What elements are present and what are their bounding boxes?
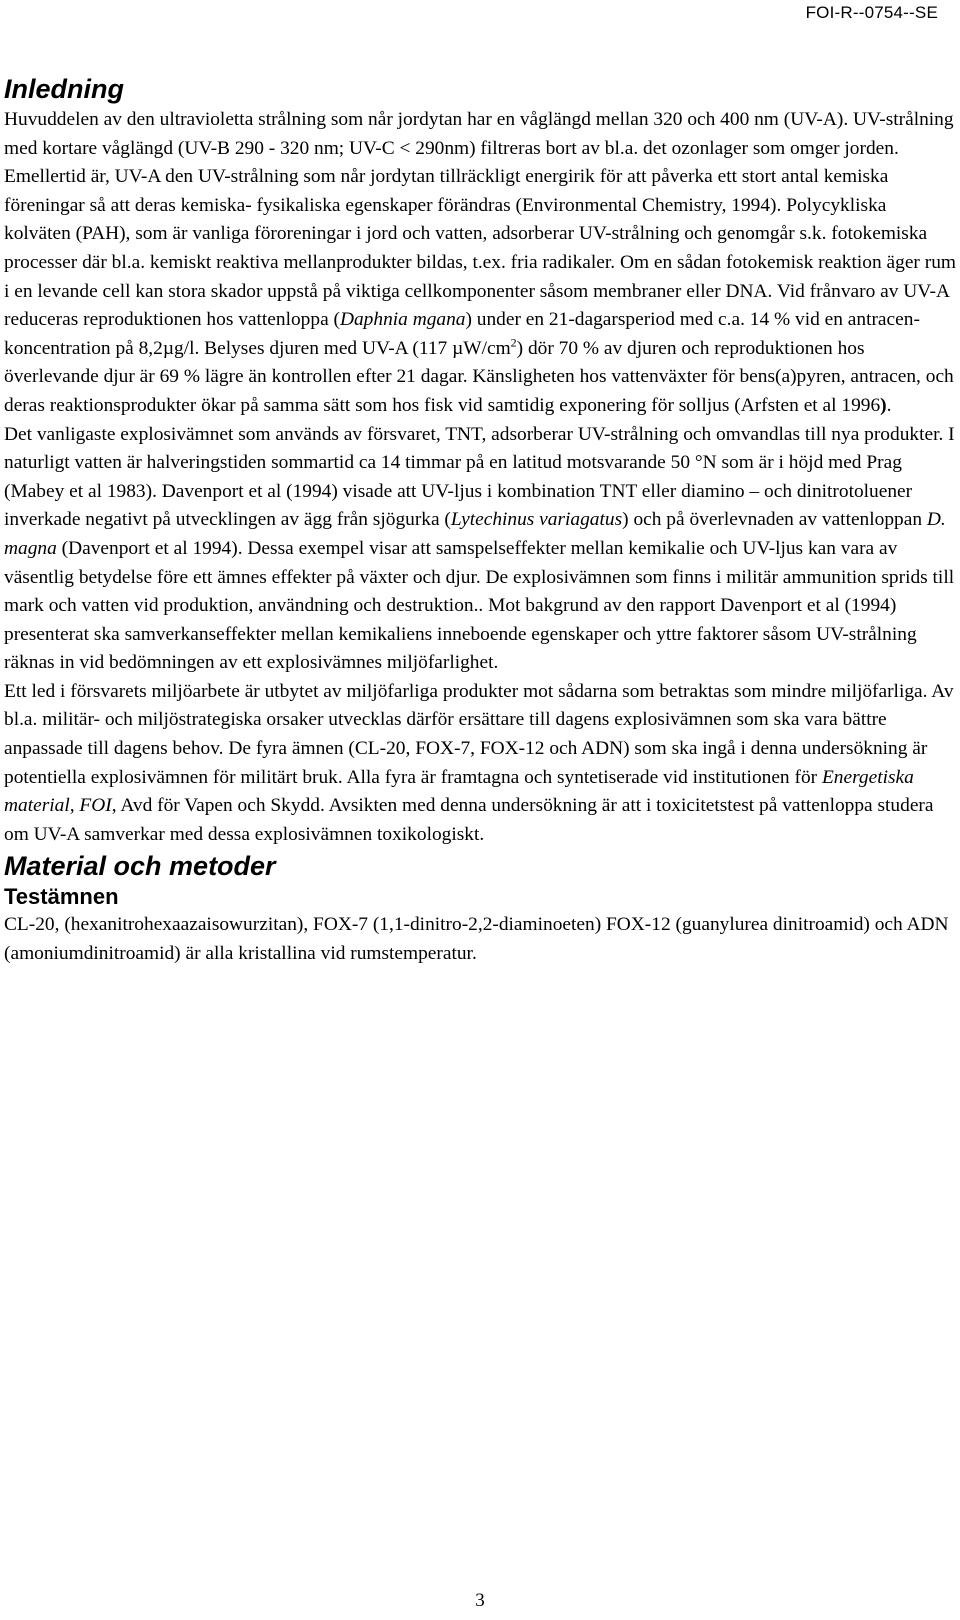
paragraph-text: ) dör 70 % av djuren och reproduktionen hos överlevande djur är 69 % lägre än kontrollen efter 21 dagar. Känsligheten hos vattenväxter för bens(a)pyren, antracen, och deras reaktionsprodukter ökar på samma sätt som hos fisk vid samtidig exponering för solljus (Arfsten et al 1996 <box>4 337 954 416</box>
paragraph-text: Huvuddelen av den ultravioletta strålning som når jordytan har en våglängd mellan 320 och 400 nm (UV-A). UV-strålning med kortare våglängd (UV-B 290 - 320 nm; UV-C < 290nm) filtreras bort av bl.a. det ozonlager som omger jorden. Emellertid är, UV-A den UV-strålning som når jordytan tillräckligt energirik för att påverka ett stort antal kemiska föreningar så att deras kemiska- fysikaliska egenskaper förändras (Environmental Chemistry, 1994). Polycykliska kolväten (PAH), som är vanliga föroreningar i jord och vatten, adsorberar UV-strålning och genomgår s.k. fotokemiska processer där bl.a. kemiskt reaktiva mellanprodukter bildas, t.ex. fria radikaler. Om en sådan fotokemisk reaktion äger rum i en levande cell kan stora skador uppstå på viktiga cellkomponenter såsom membraner eller DNA. Vid frånvaro av UV-A reduceras reproduktionen hos vattenloppa ( <box>4 109 956 331</box>
paragraph-test-substances: CL-20, (hexanitrohexaazaisowurzitan), FOX-7 (1,1-dinitro-2,2-diaminoeten) FOX-12 (guanylurea dinitroamid) och ADN (amoniumdinitroamid) är alla kristallina vid rumstemperatur. <box>4 914 949 965</box>
superscript: 2 <box>510 335 517 350</box>
section-heading-material-och-metoder: Material och metoder <box>4 851 276 882</box>
species-name: Daphnia mgana <box>339 309 466 331</box>
paragraph-environment-work <box>4 678 956 850</box>
page-content <box>4 72 956 969</box>
species-name: D. magna <box>4 509 946 559</box>
paragraph-text: . <box>886 394 892 416</box>
section-heading-inledning: Inledning <box>4 74 124 104</box>
paragraph-tnt <box>4 421 956 678</box>
bold-parenthesis: ) <box>880 394 887 416</box>
paragraph-text: ) under en 21-dagarsperiod med c.a. 14 % vid en antracen-koncentration på 8,2µg/l. Belyses djuren med UV-A (117 µW/cm <box>4 309 920 359</box>
paragraph-text: (Davenport et al 1994). Dessa exempel visar att samspelseffekter mellan kemikalie och UV-ljus kan vara av väsentlig betydelse före ett ämnes effekter på växter och djur. De explosivämnen som finns i militär ammunition sprids till mark och vatten vid produktion, användning och destruktion.. Mot bakgrund av den rapport Davenport et al (1994) presenterat ska samverkanseffekter mellan kemikaliens inneboende egenskaper och yttre faktorer såsom UV-strålning räknas in vid bedömningen av ett explosivämnes miljöfarlighet. <box>4 537 955 674</box>
paragraph-text: Ett led i försvarets miljöarbete är utbytet av miljöfarliga produkter mot sådarna som betraktas som mindre miljöfarliga. Av bl.a. militär- och miljöstrategiska orsaker utvecklas därför ersättare till dagens explosivämnen som ska vara bättre anpassade till dagens behov. De fyra ämnen (CL-20, FOX-7, FOX-12 och ADN) som ska ingå i denna undersökning är potentiella explosivämnen för militärt bruk. Alla fyra är framtagna och syntetiserade vid institutionen för <box>4 680 954 788</box>
page-number: 3 <box>475 1590 485 1611</box>
institution-name: Energetiska material, FOI <box>4 766 914 817</box>
paragraph-text: Det vanligaste explosivämnet som används av försvaret, TNT, adsorberar UV-strålning och omvandlas till nya produkter. I naturligt vatten är halveringstiden sommartid ca 14 timmar på en latitud motsvarande 50 °N som är i höjd med Prag (Mabey et al 1983). Davenport et al (1994) visade att UV-ljus i kombination TNT eller diamino – och dinitrotoluener inverkade negativt på utvecklingen av ägg från sjögurka ( <box>4 423 955 531</box>
paragraph-uv-radiation <box>4 106 956 421</box>
paragraph-text: ) och på överlevnaden av vattenloppan <box>622 509 927 531</box>
report-number-header: FOI-R--0754--SE <box>805 3 938 22</box>
species-name: Lytechinus variagatus <box>450 509 623 531</box>
paragraph-text: , Avd för Vapen och Skydd. Avsikten med denna undersökning är att i toxicitetstest på vattenloppa studera om UV-A samverkar med dessa explosivämnen toxikologiskt. <box>4 795 934 845</box>
subheading-testamnen: Testämnen <box>4 884 119 910</box>
